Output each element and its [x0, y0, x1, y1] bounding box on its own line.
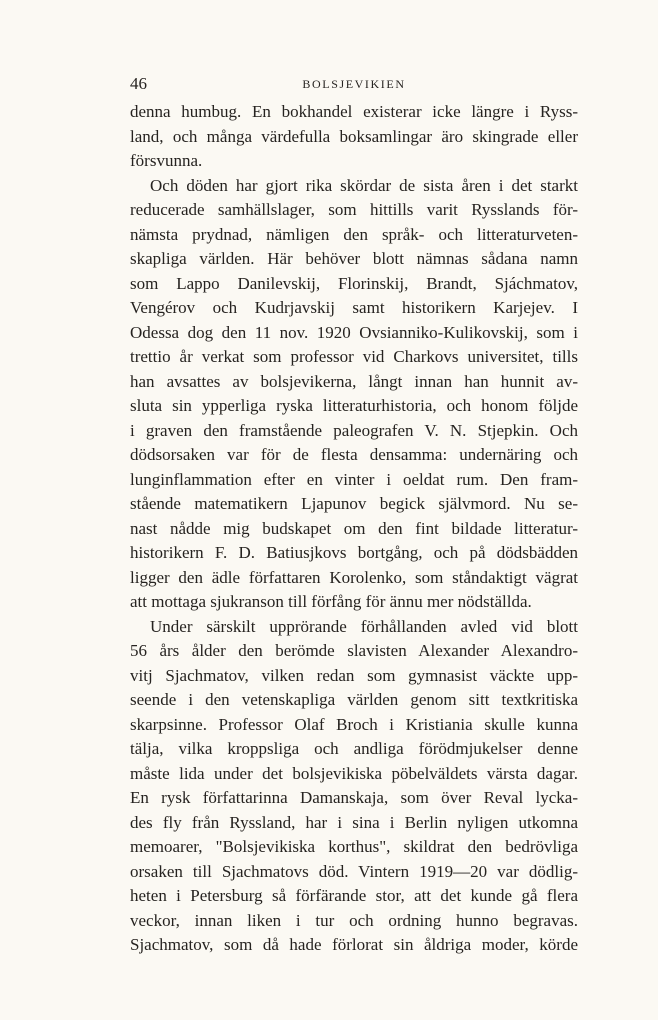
text-line: veckor, innan liken i tur och ordning hunno begravas.: [130, 910, 578, 930]
text-line: Sjachmatov, som då hade förlorat sin åldriga moder, körde: [130, 935, 578, 954]
text-line: des fly från Ryssland, har i sina i Berlin nyligen utkomna: [130, 812, 578, 832]
text-line: orsaken till Sjachmatovs död. Vintern 1919—20 var dödlig-: [130, 861, 578, 881]
text-line: Vengérov och Kudrjavskij samt historikern Karjejev. I: [130, 298, 578, 317]
text-line: skarpsinne. Professor Olaf Broch i Kristiania skulle kunna: [130, 714, 578, 734]
running-head: BOLSJEVIKIEN: [302, 77, 406, 91]
text-line: land, och många värdefulla boksamlingar äro skingrade eller: [130, 126, 578, 146]
text-line: dödsorsaken var för de flesta densamma: undernäring och: [130, 445, 578, 464]
text-line: som Lappo Danilevskij, Florinskij, Brandt, Sjáchmatov,: [130, 273, 578, 293]
text-line: trettio år verkat som professor vid Charkovs universitet, tills: [130, 347, 578, 366]
text-line: tälja, vilka kroppsliga och andliga förödmjukelser denne: [130, 739, 578, 758]
text-line: Och döden har gjort rika skördar de sista åren i det starkt: [150, 175, 578, 195]
page-header: [130, 72, 578, 96]
text-line: lunginflammation efter en vinter i oeldat rum. Den fram-: [130, 469, 578, 489]
text-line: seende i den vetenskapliga världen genom sitt textkritiska: [130, 690, 578, 709]
text-line: Under särskilt upprörande förhållanden avled vid blott: [150, 616, 578, 636]
text-line: att mottaga sjukranson till förfång för ännu mer nödställda.: [130, 592, 532, 611]
text-line: sluta sin ypperliga ryska litteraturhistoria, och honom följde: [130, 396, 578, 415]
text-line: historikern F. D. Batiusjkovs bortgång, och på dödsbädden: [130, 543, 578, 562]
body-text: [130, 100, 578, 958]
text-line: heten i Petersburg så förfärande stor, att det kunde gå flera: [130, 886, 578, 905]
text-line: vitj Sjachmatov, vilken redan som gymnasist väckte upp-: [130, 665, 578, 685]
text-line: denna humbug. En bokhandel existerar icke längre i Ryss-: [130, 102, 578, 121]
text-line: reducerade samhällslager, som hittills varit Rysslands för-: [130, 200, 578, 219]
text-line: skapliga världen. Här behöver blott nämnas sådana namn: [130, 249, 578, 268]
text-line: måste lida under det bolsjevikiska pöbelväldets värsta dagar.: [130, 763, 578, 783]
text-line: 56 års ålder den berömde slavisten Alexander Alexandro-: [130, 641, 578, 660]
text-line: ligger den ädle författaren Korolenko, som ståndaktigt vägrat: [130, 567, 578, 587]
text-line: nast nådde mig budskapet om den fint bildade litteratur-: [130, 518, 578, 538]
text-line: Odessa dog den 11 nov. 1920 Ovsianniko-Kulikovskij, som i: [130, 322, 578, 342]
text-line: i graven den framstående paleografen V. N. Stjepkin. Och: [130, 420, 578, 440]
text-line: han avsattes av bolsjevikerna, långt innan han hunnit av-: [130, 371, 578, 391]
text-line: memoarer, "Bolsjevikiska korthus", skildrat den bedrövliga: [130, 837, 578, 856]
text-line: nämsta prydnad, nämligen den språk- och litteraturveten-: [130, 224, 578, 244]
page-number: 46: [130, 74, 147, 93]
text-line: En rysk författarinna Damanskaja, som över Reval lycka-: [130, 788, 578, 807]
text-line: stående matematikern Ljapunov begick självmord. Nu se-: [130, 494, 578, 513]
text-line: försvunna.: [130, 151, 203, 170]
